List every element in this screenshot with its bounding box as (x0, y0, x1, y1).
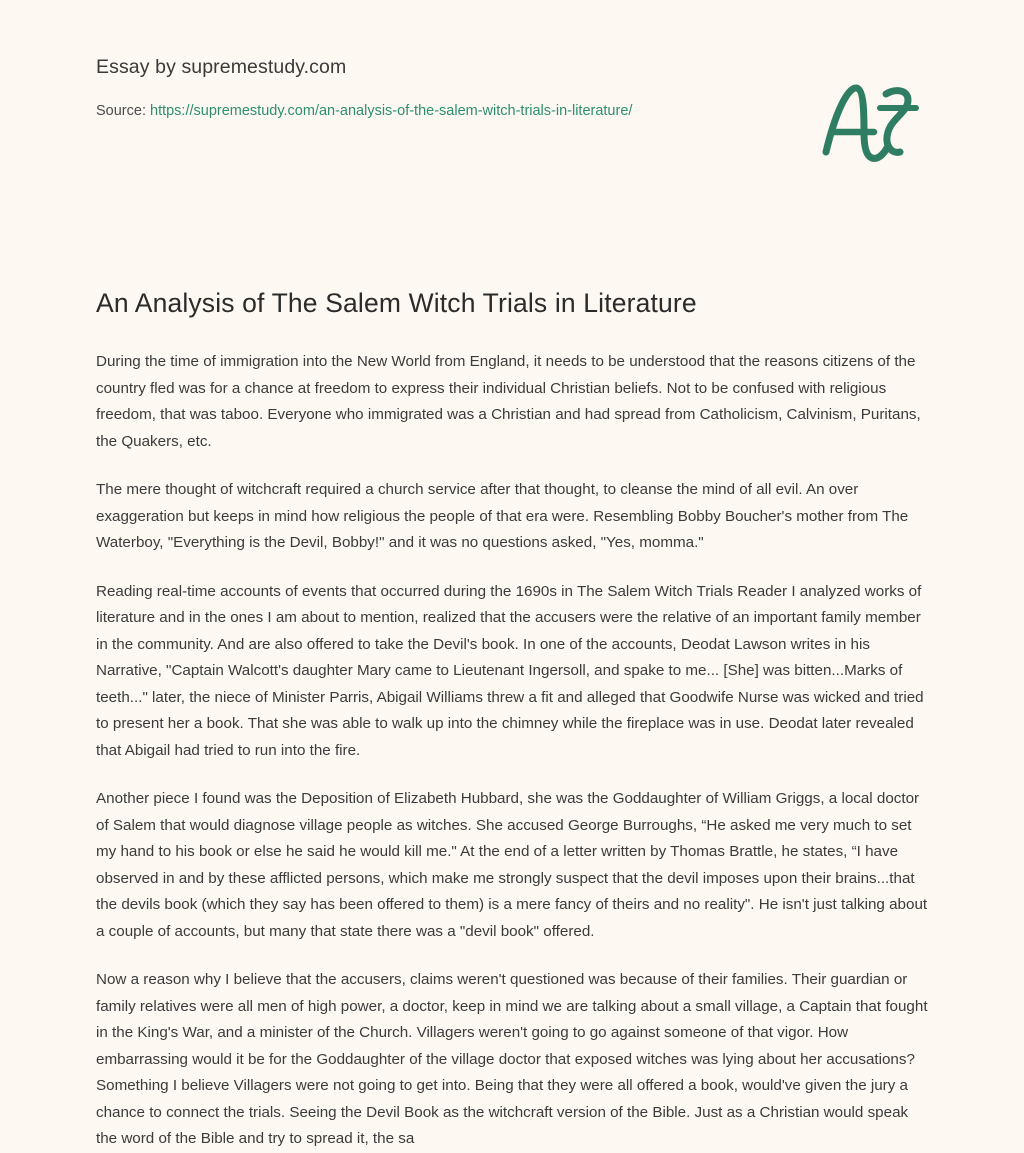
page-header (96, 56, 928, 176)
paragraph: Reading real-time accounts of events that occurred during the 1690s in The Salem Witch Trials Reader I analyzed works of literature and in the ones I am about to mention, realized that the accusers were the relative of an important family member in the community. And are also offered to take the Devil's book. In one of the accounts, Deodat Lawson writes in his Narrative, "Captain Walcott's daughter Mary came to Lieutenant Ingersoll, and spake to me... [She] was bitten...Marks of teeth..." later, the niece of Minister Parris, Abigail Williams threw a fit and alleged that Goodwife Nurse was wicked and tried to present her a book. That she was able to walk up into the chimney while the fireplace was in use. Deodat later revealed that Abigail had tried to run into the fire. (96, 582, 924, 759)
source-line (96, 103, 928, 119)
essay-byline (96, 56, 928, 79)
paragraph: Another piece I found was the Deposition of Elizabeth Hubbard, she was the Goddaughter of William Griggs, a local doctor of Salem that would diagnose village people as witches. She accused George Burroughs, “He asked me very much to set my hand to his book or else he said he would kill me." At the end of a letter written by Thomas Brattle, he states, “I have observed in and by these afflicted persons, which make me strongly suspect that the devil imposes upon their brains...that the devils book (which they say has been offered to them) is a mere fancy of theirs and no reality". He isn't just talking about a couple of accounts, but many that state there was a "devil book" offered. (96, 790, 928, 940)
paragraph: Now a reason why I believe that the accusers, claims weren't questioned was because of their families. Their guardian or family relatives were all men of high power, a doctor, keep in mind we are talking about a small village, a Captain that fought in the King's War, and a minister of the Church. Villagers weren't going to go against someone of that vigor. How embarrassing would it be for the Goddaughter of the village doctor that exposed witches was lying about her accusations? Something I believe Villagers were not going to get into. Being that they were all offered a book, would've given the jury a chance to connect the trials. Seeing the Devil Book as the witchcraft version of the Bible. Just as a Christian would speak the word of the Bible and try to spread it, the sa (96, 971, 928, 1147)
paragraph: The mere thought of witchcraft required a church service after that thought, to cleanse the mind of all evil. An over exaggeration but keeps in mind how religious the people of that era were. Resembling Bobby Boucher's mother from The Waterboy, "Everything is the Devil, Bobby!" and it was no questions asked, "Yes, momma." (96, 481, 909, 551)
essay-by-prefix: Essay by (96, 56, 182, 78)
a-plus-logo-icon (808, 74, 928, 170)
page-title: An Analysis of The Salem Witch Trials in Literature (96, 288, 697, 318)
source-label: Source: (96, 103, 150, 119)
essay-by-domain: supremestudy.com (181, 56, 347, 78)
a-plus-logo (808, 74, 928, 170)
paragraph: During the time of immigration into the New World from England, it needs to be understood that the reasons citizens of the country fled was for a chance at freedom to express their individual Christian beliefs. Not to be confused with religious freedom, that was taboo. Everyone who immigrated was a Christian and had spread from Catholicism, Calvinism, Puritans, the Quakers, etc. (96, 353, 921, 450)
source-url-link[interactable]: https://supremestudy.com/an-analysis-of-the-salem-witch-trials-in-literature/ (150, 103, 633, 119)
article-body (96, 349, 928, 1153)
